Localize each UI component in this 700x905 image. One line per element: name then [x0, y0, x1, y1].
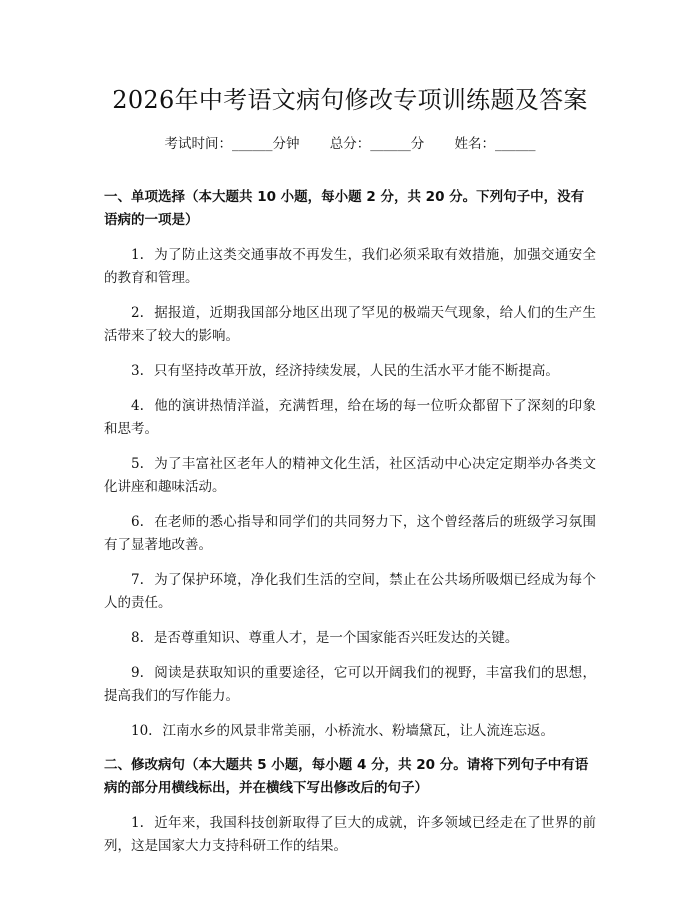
question-text: 在老师的悉心指导和同学们的共同努力下，这个曾经落后的班级学习氛围有了显著地改善。	[104, 514, 596, 553]
question-number: 3.	[131, 363, 144, 379]
question-item	[104, 662, 596, 708]
question-text: 据报道，近期我国部分地区出现了罕见的极端天气现象，给人们的生产生活带来了较大的影响。	[104, 305, 596, 344]
question-text: 近年来，我国科技创新取得了巨大的成就，许多领域已经走在了世界的前列，这是国家大力支持科研工作的结果。	[104, 815, 596, 854]
student-name-field: 姓名：______	[454, 136, 536, 152]
question-number: 8.	[131, 630, 144, 646]
question-number: 5.	[131, 456, 144, 472]
question-number: 1.	[131, 247, 144, 263]
question-item	[104, 453, 596, 499]
question-number: 2.	[131, 305, 144, 321]
question-number: 7.	[131, 572, 144, 588]
page-title: 2026年中考语文病句修改专项训练题及答案	[112, 86, 588, 114]
section-1-heading: 一、单项选择（本大题共 10 小题，每小题 2 分，共 20 分。下列句子中，没有语病的一项是）	[104, 189, 585, 228]
question-text: 江南水乡的风景非常美丽，小桥流水、粉墙黛瓦，让人流连忘返。	[162, 723, 554, 739]
question-text: 是否尊重知识、尊重人才，是一个国家能否兴旺发达的关键。	[153, 630, 519, 646]
exam-time-field: 考试时间：______分钟	[164, 136, 300, 152]
question-text: 为了保护环境，净化我们生活的空间，禁止在公共场所吸烟已经成为每个人的责任。	[104, 572, 596, 611]
question-item	[104, 395, 596, 441]
exam-meta	[104, 134, 596, 154]
section-2-questions	[104, 812, 596, 858]
question-item	[104, 812, 596, 858]
question-text: 只有坚持改革开放，经济持续发展，人民的生活水平才能不断提高。	[153, 363, 559, 379]
question-item	[104, 569, 596, 615]
question-item	[104, 511, 596, 557]
question-number: 10.	[131, 723, 153, 739]
question-item	[104, 302, 596, 348]
question-number: 4.	[131, 398, 144, 414]
question-number: 1.	[131, 815, 144, 831]
section-1-questions	[104, 244, 596, 743]
question-item	[104, 627, 596, 650]
question-text: 为了防止这类交通事故不再发生，我们必须采取有效措施，加强交通安全的教育和管理。	[104, 247, 596, 286]
question-item	[104, 244, 596, 290]
question-item	[104, 360, 596, 383]
question-item	[104, 720, 596, 743]
question-text: 为了丰富社区老年人的精神文化生活，社区活动中心决定定期举办各类文化讲座和趣味活动。	[104, 456, 596, 495]
question-number: 6.	[131, 514, 144, 530]
question-text: 阅读是获取知识的重要途径，它可以开阔我们的视野，丰富我们的思想，提高我们的写作能力。	[104, 665, 596, 704]
question-number: 9.	[131, 665, 144, 681]
question-text: 他的演讲热情洋溢，充满哲理，给在场的每一位听众都留下了深刻的印象和思考。	[104, 398, 596, 437]
section-2-heading: 二、修改病句（本大题共 5 小题，每小题 4 分，共 20 分。请将下列句子中有语病的部分用横线标出，并在横线下写出修改后的句子）	[104, 757, 589, 796]
total-score-field: 总分：______分	[329, 136, 425, 152]
